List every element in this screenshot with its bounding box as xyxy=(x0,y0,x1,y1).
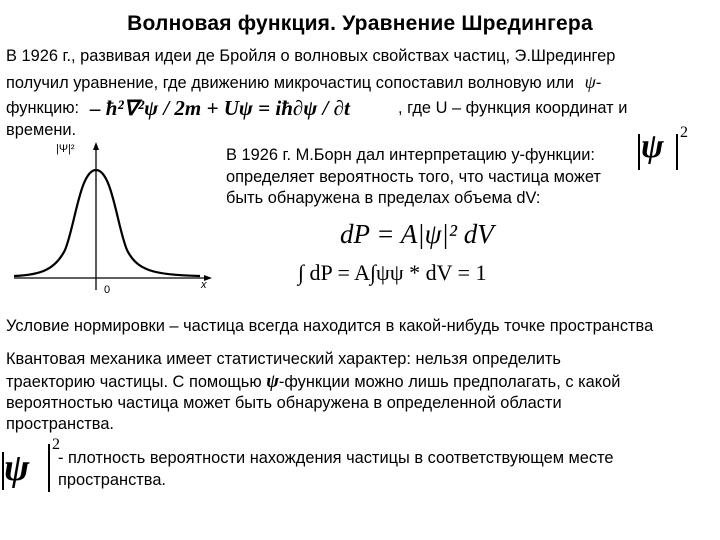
density-line-2: пространства. xyxy=(58,471,166,489)
graph-y-label: |Ψ|² xyxy=(56,143,75,155)
psi-symbol-inline: ψ xyxy=(584,72,596,92)
intro-psi-suffix: - xyxy=(595,74,602,92)
born-line-1: В 1926 г. М.Борн дал интерпретацию y-функции: xyxy=(226,146,595,164)
quantum-line-4: пространства. xyxy=(6,415,114,433)
probability-density-graph xyxy=(0,140,220,300)
born-line-3: быть обнаружена в пределах объема dV: xyxy=(226,189,541,207)
quantum-line-3: вероятностью частица может быть обнаружена в определенной области xyxy=(6,394,562,412)
intro-line-4: времени. xyxy=(6,121,77,139)
born-line-2: определяет вероятность того, что частица может xyxy=(226,168,601,186)
schrodinger-equation: – ħ²∇²ψ / 2m + Uψ = iħ∂ψ / ∂t xyxy=(90,96,350,120)
intro-line-3-start: функцию: xyxy=(6,99,80,117)
density-square-exponent: 2 xyxy=(52,436,60,453)
intro-line-2 xyxy=(6,72,601,95)
slide-title: Волновая функция. Уравнение Шредингера xyxy=(127,12,593,35)
psi-icon-born: ψ xyxy=(641,128,664,165)
formula-dp: dP = A|ψ|² dV xyxy=(340,219,494,249)
intro-line-2-text: получил уравнение, где движению микрочастиц сопоставил волновую или xyxy=(6,74,575,92)
quantum-line-2 xyxy=(6,371,620,394)
square-exponent: 2 xyxy=(680,124,688,141)
graph-origin-label: 0 xyxy=(104,284,111,296)
y-axis-arrow xyxy=(93,142,99,150)
psi-symbol-quantum: ψ xyxy=(266,371,279,392)
psi-icon-density: ψ xyxy=(4,447,30,489)
density-bar-left xyxy=(2,452,4,490)
intro-line-3-end: , где U – функция координат и xyxy=(398,99,628,117)
abs-bar-left xyxy=(638,134,640,170)
density-line-1: - плотность вероятности нахождения частицы в соответствующем месте xyxy=(58,449,614,467)
quantum-line-2-end: -функции можно лишь предполагать, с какой xyxy=(278,373,621,391)
abs-bar-right xyxy=(676,134,678,170)
density-bar-right xyxy=(48,444,50,492)
quantum-line-2-start: траекторию частицы. С помощью xyxy=(6,373,262,391)
normalization-condition: Условие нормировки – частица всегда находится в какой-нибудь точке пространства xyxy=(6,317,654,335)
intro-line-1: В 1926 г., развивая идеи де Бройля о волновых свойствах частиц, Э.Шредингер xyxy=(6,47,616,65)
quantum-line-1: Квантовая механика имеет статистический характер: нельзя определить xyxy=(6,350,561,368)
gaussian-curve xyxy=(14,170,200,276)
formula-integral: ∫ dP = A∫ψψ * dV = 1 xyxy=(298,260,487,285)
graph-x-label: x xyxy=(201,279,207,291)
